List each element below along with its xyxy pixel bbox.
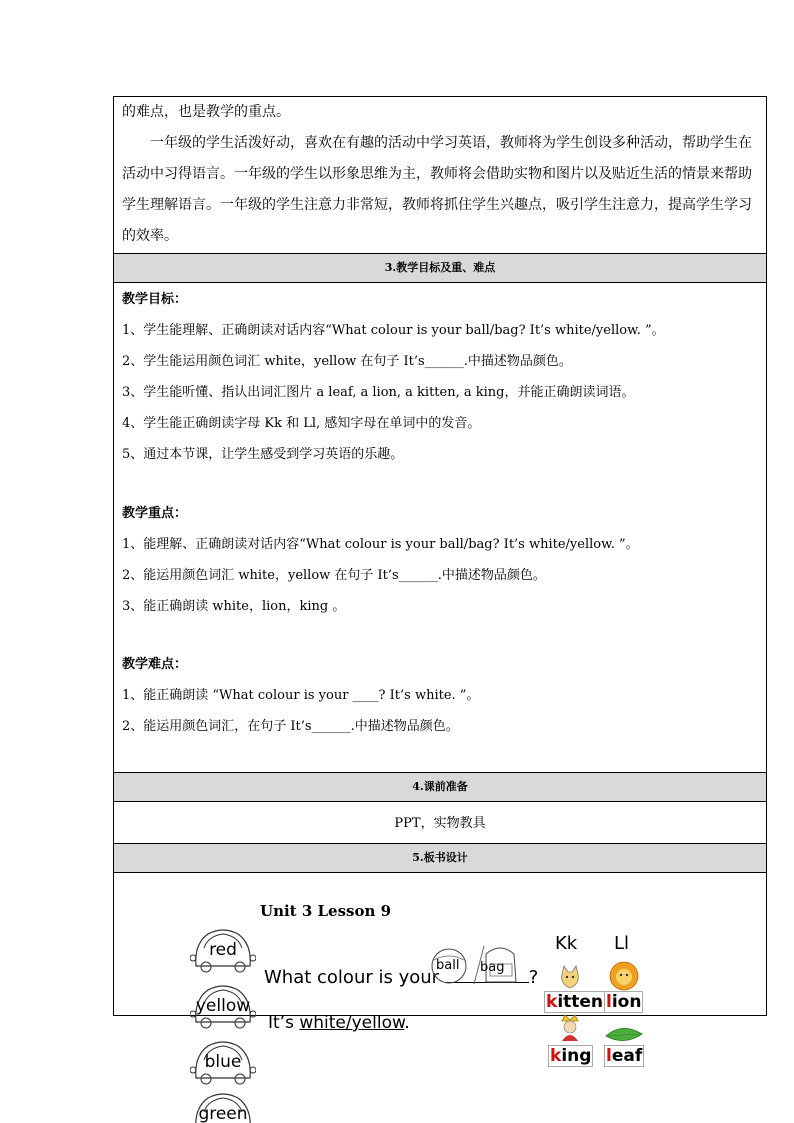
word-rest: itten — [557, 992, 604, 1012]
goal-item: 5、通过本节课，让学生感受到学习英语的乐趣。 — [122, 447, 404, 462]
goals-heading: 教学目标： — [122, 292, 188, 307]
lion-icon — [608, 960, 640, 992]
word-first-letter: k — [550, 1046, 562, 1066]
key-item: 1、能理解、正确朗读对话内容“What colour is your ball/bag? It’s white/yellow. ”。 — [122, 537, 639, 552]
color-word: yellow — [195, 996, 251, 1016]
goal-item: 2、学生能运用颜色词汇 white，yellow 在句子 It’s______.中描述物品颜色。 — [122, 354, 572, 369]
section4-header — [114, 772, 766, 801]
question-mark: ? — [528, 967, 539, 988]
section3-content — [114, 282, 766, 772]
word-rest: ion — [611, 992, 642, 1012]
preparation-text: PPT，实物教具 — [394, 816, 486, 831]
section5-title: 5.板书设计 — [412, 851, 468, 864]
color-word: blue — [204, 1052, 242, 1072]
car-yellow — [190, 982, 256, 1030]
goal-item: 4、学生能正确朗读字母 Kk 和 Ll, 感知字母在单词中的发音。 — [122, 416, 481, 431]
intro-cell — [114, 97, 766, 253]
ball-word: ball — [436, 958, 460, 973]
leaf-icon — [604, 1026, 644, 1044]
board-title: Unit 3 Lesson 9 — [260, 902, 392, 920]
section3-header — [114, 253, 766, 282]
question-prefix: What colour is your — [264, 967, 440, 988]
word-kitten — [544, 991, 605, 1013]
section3-title: 3.教学目标及重、难点 — [384, 261, 496, 274]
word-first-letter: k — [546, 992, 558, 1012]
lesson-plan-table — [113, 96, 767, 1016]
word-rest: eaf — [611, 1046, 643, 1066]
section4-content — [114, 801, 766, 843]
color-word: red — [209, 940, 237, 960]
king-icon — [556, 1013, 584, 1043]
answer-suffix: . — [404, 1013, 410, 1033]
word-first-letter: l — [606, 1046, 612, 1066]
section4-title: 4.课前准备 — [412, 780, 468, 793]
word-rest: ing — [561, 1046, 592, 1066]
answer-word: white/yellow — [299, 1013, 405, 1033]
goal-item: 3、学生能听懂、指认出词汇图片 a leaf, a lion, a kitten, a king，并能正确朗读词语。 — [122, 385, 635, 400]
letter-kk: Kk — [555, 933, 578, 954]
difficult-item: 2、能运用颜色词汇，在句子 It’s______.中描述物品颜色。 — [122, 719, 459, 734]
key-item: 2、能运用颜色词汇 white，yellow 在句子 It’s______.中描述物品颜色。 — [122, 568, 546, 583]
word-king — [548, 1045, 593, 1067]
section5-header — [114, 843, 766, 872]
kitten-icon — [556, 964, 584, 992]
answer-prefix: It’s — [268, 1013, 300, 1033]
intro-paragraph: 一年级的学生活泼好动，喜欢在有趣的活动中学习英语，教师将为学生创设多种活动，帮助学生在活动中习得语言。一年级的学生以形象思维为主，教师将会借助实物和图片以及贴近生活的情景来帮助学生理解语言。一年级的学生注意力非常短，教师将抓住学生兴趣点，吸引学生注意力，提高学生学习的效率。 — [122, 135, 752, 244]
word-lion — [604, 991, 643, 1013]
intro-line: 的难点，也是教学的重点。 — [122, 104, 290, 120]
difficult-item: 1、能正确朗读 “What colour is your ____? It’s white. ”。 — [122, 688, 480, 703]
word-leaf — [604, 1045, 644, 1067]
car-blue — [190, 1038, 256, 1086]
letter-ll: Ll — [614, 933, 630, 954]
difficult-heading: 教学难点： — [122, 657, 188, 672]
car-red — [190, 926, 256, 974]
key-heading: 教学重点： — [122, 506, 188, 521]
bag-word: bag — [480, 960, 505, 975]
key-item: 3、能正确朗读 white，lion，king 。 — [122, 599, 346, 614]
car-green — [190, 1090, 256, 1123]
word-first-letter: l — [606, 992, 612, 1012]
color-word: green — [198, 1104, 248, 1123]
answer-sentence — [268, 1013, 410, 1033]
goal-item: 1、学生能理解、正确朗读对话内容“What colour is your ball/bag? It’s white/yellow. ”。 — [122, 323, 665, 338]
